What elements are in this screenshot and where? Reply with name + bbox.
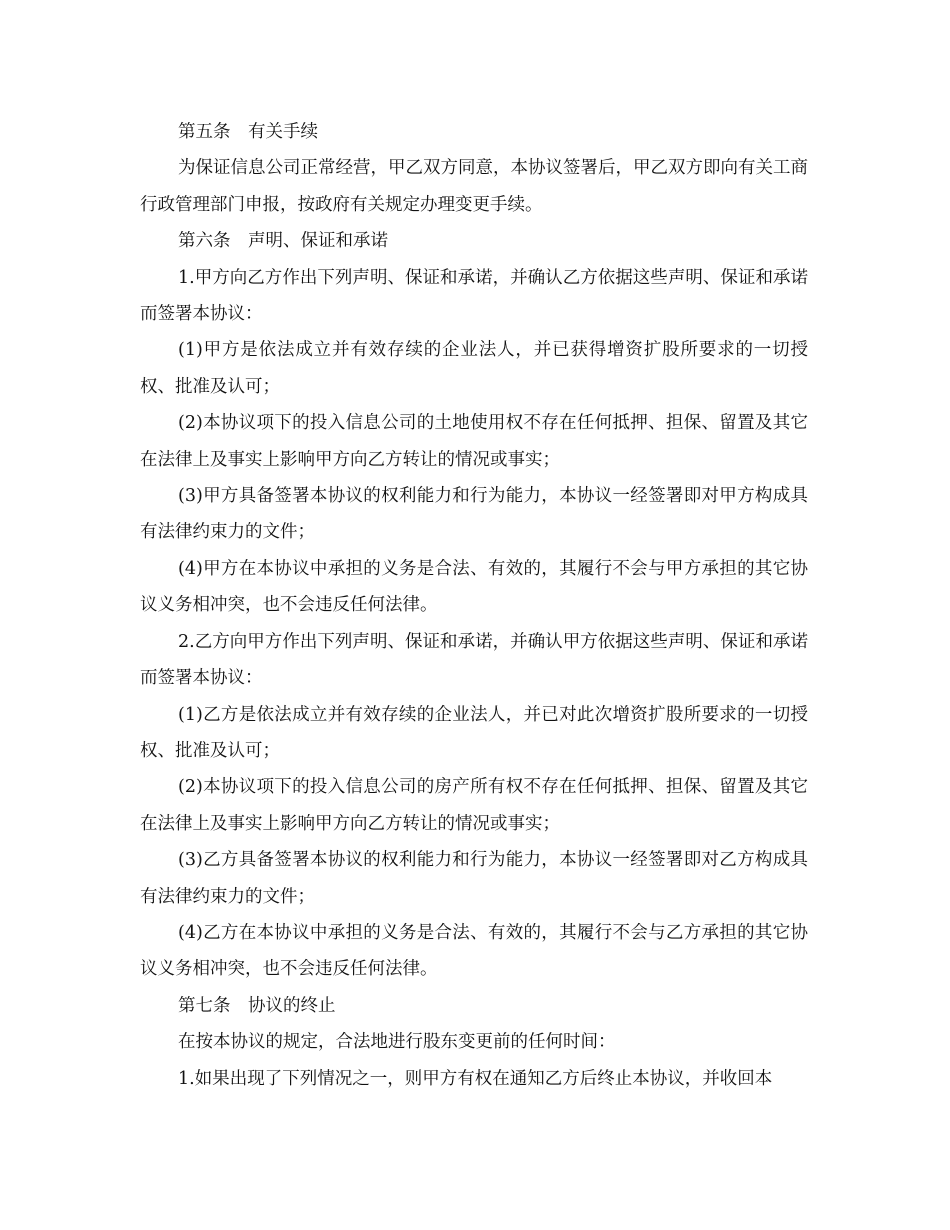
party-a-clause-4: (4)甲方在本协议中承担的义务是合法、有效的，其履行不会与甲方承担的其它协议义务相冲突，也不会违反任何法律。: [140, 558, 808, 616]
article-7-heading: 第七条 协议的终止: [178, 995, 336, 1016]
article-6-heading: 第六条 声明、保证和承诺: [178, 231, 388, 252]
party-a-clause-3: (3)甲方具备签署本协议的权利能力和行为能力，本协议一经签署即对甲方构成具有法律约束力的文件；: [140, 486, 808, 543]
party-a-clause-2: (2)本协议项下的投入信息公司的土地使用权不存在任何抵押、担保、留置及其它在法律上及事实上影响甲方向乙方转让的情况或事实；: [140, 413, 808, 470]
party-b-declarations-intro: 2.乙方向甲方作出下列声明、保证和承诺，并确认甲方依据这些声明、保证和承诺而签署本协议：: [140, 631, 808, 689]
document-body: [140, 114, 808, 1097]
article-7-intro: 在按本协议的规定，合法地进行股东变更前的任何时间：: [178, 1032, 616, 1053]
article-5-text: 为保证信息公司正常经营，甲乙双方同意，本协议签署后，甲乙双方即向有关工商行政管理部门申报，按政府有关规定办理变更手续。: [140, 158, 808, 215]
party-b-clause-1: (1)乙方是依法成立并有效存续的企业法人，并已对此次增资扩股所要求的一切授权、批准及认可；: [140, 704, 808, 761]
article-7-clause-1: 1.如果出现了下列情况之一，则甲方有权在通知乙方后终止本协议，并收回本: [178, 1068, 773, 1089]
party-b-clause-2: (2)本协议项下的投入信息公司的房产所有权不存在任何抵押、担保、留置及其它在法律上及事实上影响甲方向乙方转让的情况或事实；: [140, 777, 808, 834]
party-b-clause-4: (4)乙方在本协议中承担的义务是合法、有效的，其履行不会与乙方承担的其它协议义务相冲突，也不会违反任何法律。: [140, 922, 808, 980]
article-5-heading: 第五条 有关手续: [178, 122, 318, 142]
party-b-clause-3: (3)乙方具备签署本协议的权利能力和行为能力，本协议一经签署即对乙方构成具有法律约束力的文件；: [140, 850, 808, 907]
party-a-clause-1: (1)甲方是依法成立并有效存续的企业法人，并已获得增资扩股所要求的一切授权、批准及认可；: [140, 340, 808, 397]
party-a-declarations-intro: 1.甲方向乙方作出下列声明、保证和承诺，并确认乙方依据这些声明、保证和承诺而签署本协议：: [140, 267, 808, 325]
